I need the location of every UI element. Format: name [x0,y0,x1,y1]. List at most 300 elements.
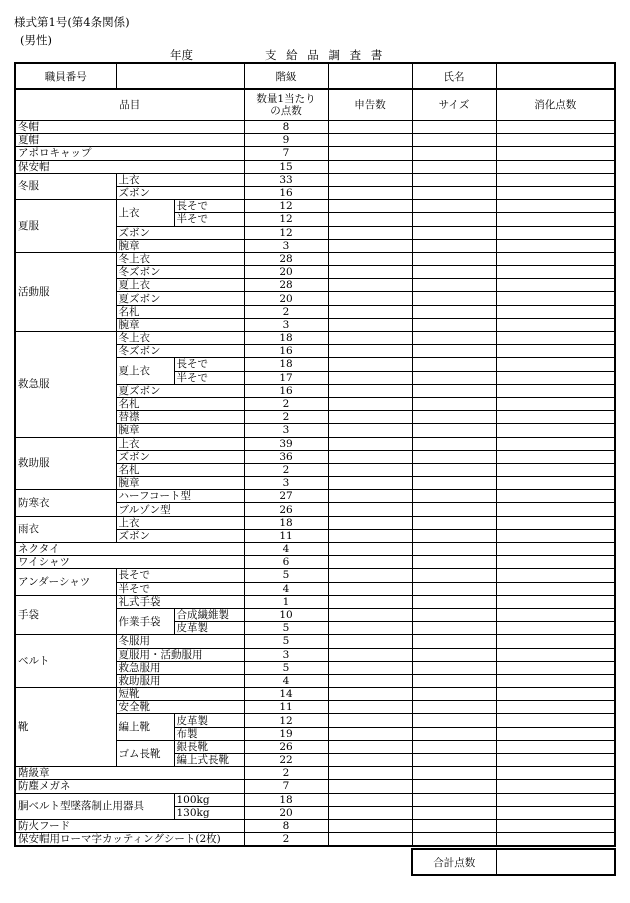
size-cell[interactable] [412,318,496,331]
points-cell: 2 [244,833,328,847]
size-cell[interactable] [412,266,496,279]
consumed-points-cell[interactable] [496,714,615,727]
points-cell: 26 [244,503,328,516]
declared-count-cell[interactable] [328,727,412,740]
size-cell[interactable] [412,556,496,569]
item-name-cell: アポロキャップ [15,147,244,160]
consumed-points-cell[interactable] [496,608,615,621]
size-cell[interactable] [412,793,496,806]
table-header [15,89,615,121]
points-cell: 18 [244,516,328,529]
table-row [15,819,615,832]
points-cell: 17 [244,371,328,384]
declared-count-cell[interactable] [328,622,412,635]
points-cell: 20 [244,266,328,279]
item-name-cell: 靴 [15,688,116,767]
consumed-points-cell[interactable] [496,740,615,753]
points-cell: 3 [244,477,328,490]
item-name-cell: 短靴 [116,688,244,701]
declared-count-cell[interactable] [328,371,412,384]
item-name-cell: ベルト [15,635,116,688]
consumed-points-cell[interactable] [496,819,615,832]
item-name-cell: 名札 [116,397,244,410]
item-name-cell: ワイシャツ [15,556,244,569]
consumed-points-cell[interactable] [496,332,615,345]
points-cell: 28 [244,279,328,292]
table-row [15,252,615,265]
consumed-points-cell[interactable] [496,477,615,490]
consumed-points-cell[interactable] [496,384,615,397]
table-row [15,635,615,648]
points-cell: 20 [244,806,328,819]
table-row [15,134,615,147]
size-cell[interactable] [412,147,496,160]
item-name-cell: 編上式長靴 [174,754,244,767]
item-name-cell: 階級章 [15,767,244,780]
item-name-cell: 腕章 [116,424,244,437]
size-cell[interactable] [412,332,496,345]
rank-label: 階級 [244,63,328,89]
consumed-points-cell[interactable] [496,186,615,199]
declared-count-cell[interactable] [328,688,412,701]
item-name-cell: 保安帽用ローマ字カッティングシート(2枚) [15,833,244,847]
item-name-cell: 合成繊維製 [174,608,244,621]
consumed-points-cell[interactable] [496,305,615,318]
consumed-points-cell[interactable] [496,490,615,503]
size-cell[interactable] [412,279,496,292]
table-row [15,688,615,701]
size-cell[interactable] [412,200,496,213]
declared-count-cell[interactable] [328,516,412,529]
declared-count-cell[interactable] [328,134,412,147]
item-name-cell: 上衣 [116,516,244,529]
item-name-cell: ズボン [116,186,244,199]
consumed-points-cell[interactable] [496,213,615,226]
declared-count-cell[interactable] [328,674,412,687]
page-title: 支 給 品 調 査 書 [265,48,386,62]
item-name-cell: 胴ベルト型墜落制止用器具 [15,793,174,819]
item-name-cell: アンダーシャツ [15,569,116,595]
rank-field[interactable] [328,63,412,89]
consumed-points-cell[interactable] [496,516,615,529]
name-label: 氏名 [412,63,496,89]
size-cell[interactable] [412,121,496,134]
declared-count-cell[interactable] [328,279,412,292]
declared-count-cell[interactable] [328,767,412,780]
points-cell: 7 [244,147,328,160]
declared-count-cell[interactable] [328,358,412,371]
points-cell: 20 [244,292,328,305]
item-name-cell: ネクタイ [15,543,244,556]
table-row [15,160,615,173]
consumed-points-cell[interactable] [496,529,615,542]
declared-count-cell[interactable] [328,806,412,819]
consumed-column-header: 消化点数 [496,89,615,121]
size-cell[interactable] [412,582,496,595]
consumed-points-cell[interactable] [496,266,615,279]
points-cell: 7 [244,780,328,793]
declared-count-cell[interactable] [328,266,412,279]
size-cell[interactable] [412,543,496,556]
consumed-points-cell[interactable] [496,661,615,674]
points-cell: 2 [244,411,328,424]
item-name-cell: 冬上衣 [116,252,244,265]
consumed-points-cell[interactable] [496,806,615,819]
declared-count-cell[interactable] [328,503,412,516]
points-cell: 8 [244,819,328,832]
size-cell[interactable] [412,740,496,753]
consumed-points-cell[interactable] [496,411,615,424]
declared-count-cell[interactable] [328,173,412,186]
size-cell[interactable] [412,160,496,173]
size-cell[interactable] [412,661,496,674]
declared-count-cell[interactable] [328,740,412,753]
declared-count-cell[interactable] [328,226,412,239]
consumed-points-cell[interactable] [496,239,615,252]
declared-count-cell[interactable] [328,384,412,397]
table-row [15,780,615,793]
item-name-cell: 救急服用 [116,661,244,674]
consumed-points-cell[interactable] [496,767,615,780]
declared-count-cell[interactable] [328,661,412,674]
declared-count-cell[interactable] [328,490,412,503]
declared-count-cell[interactable] [328,648,412,661]
points-cell: 3 [244,318,328,331]
consumed-points-cell[interactable] [496,279,615,292]
item-name-cell: ゴム長靴 [116,740,174,766]
declared-count-cell[interactable] [328,450,412,463]
item-name-cell: 銀長靴 [174,740,244,753]
points-cell: 5 [244,635,328,648]
points-column-header [244,89,328,121]
points-cell: 12 [244,200,328,213]
declared-count-cell[interactable] [328,411,412,424]
size-cell[interactable] [412,173,496,186]
points-cell: 16 [244,186,328,199]
declared-count-cell[interactable] [328,608,412,621]
total-points-label: 合計点数 [412,849,496,875]
points-cell: 12 [244,213,328,226]
declared-count-cell[interactable] [328,437,412,450]
points-cell: 36 [244,450,328,463]
item-name-cell: 夏服用・活動服用 [116,648,244,661]
consumed-points-cell[interactable] [496,147,615,160]
size-cell[interactable] [412,767,496,780]
size-cell[interactable] [412,450,496,463]
size-cell[interactable] [412,635,496,648]
declared-count-cell[interactable] [328,397,412,410]
size-cell[interactable] [412,503,496,516]
item-name-cell: 半そで [174,371,244,384]
item-name-cell: 冬服用 [116,635,244,648]
item-name-cell: 冬ズボン [116,345,244,358]
consumed-points-cell[interactable] [496,688,615,701]
declared-count-cell[interactable] [328,200,412,213]
points-cell: 27 [244,490,328,503]
size-cell[interactable] [412,463,496,476]
points-cell: 4 [244,582,328,595]
declared-count-cell[interactable] [328,305,412,318]
points-cell: 15 [244,160,328,173]
size-cell[interactable] [412,411,496,424]
consumed-points-cell[interactable] [496,397,615,410]
item-name-cell: 救助服用 [116,674,244,687]
points-cell: 33 [244,173,328,186]
item-column-header: 品目 [15,89,244,121]
consumed-points-cell[interactable] [496,292,615,305]
item-name-cell: ブルゾン型 [116,503,244,516]
consumed-points-cell[interactable] [496,318,615,331]
item-name-cell: 防寒衣 [15,490,116,516]
declared-count-cell[interactable] [328,345,412,358]
size-cell[interactable] [412,727,496,740]
consumed-points-cell[interactable] [496,424,615,437]
consumed-points-cell[interactable] [496,556,615,569]
size-cell[interactable] [412,819,496,832]
staff-number-field[interactable] [116,63,244,89]
size-column-header: サイズ [412,89,496,121]
item-name-cell: ズボン [116,226,244,239]
points-cell: 5 [244,569,328,582]
declared-count-cell[interactable] [328,543,412,556]
consumed-points-cell[interactable] [496,358,615,371]
item-name-cell: 上衣 [116,173,244,186]
declared-count-cell[interactable] [328,556,412,569]
item-name-cell: 夏ズボン [116,292,244,305]
size-cell[interactable] [412,358,496,371]
declared-count-cell[interactable] [328,595,412,608]
item-name-cell: 腕章 [116,239,244,252]
points-cell: 12 [244,226,328,239]
item-name-cell: 冬ズボン [116,266,244,279]
points-header-line1: 数量1当たり [256,93,316,105]
declared-count-cell[interactable] [328,424,412,437]
consumed-points-cell[interactable] [496,674,615,687]
consumed-points-cell[interactable] [496,226,615,239]
declared-count-cell[interactable] [328,186,412,199]
size-cell[interactable] [412,688,496,701]
points-cell: 10 [244,608,328,621]
size-cell[interactable] [412,648,496,661]
consumed-points-cell[interactable] [496,635,615,648]
points-cell: 16 [244,384,328,397]
size-cell[interactable] [412,239,496,252]
declared-count-cell[interactable] [328,833,412,847]
consumed-points-cell[interactable] [496,345,615,358]
consumed-points-cell[interactable] [496,727,615,740]
points-cell: 3 [244,239,328,252]
name-field[interactable] [496,63,615,89]
size-cell[interactable] [412,292,496,305]
consumed-points-cell[interactable] [496,252,615,265]
item-name-cell: 腕章 [116,477,244,490]
total-points-field[interactable] [496,849,615,875]
points-cell: 22 [244,754,328,767]
table-row [15,490,615,503]
declared-count-cell[interactable] [328,477,412,490]
table-row [15,793,615,806]
size-cell[interactable] [412,213,496,226]
declared-count-cell[interactable] [328,332,412,345]
item-name-cell: 上衣 [116,437,244,450]
consumed-points-cell[interactable] [496,622,615,635]
points-cell: 11 [244,529,328,542]
declared-count-cell[interactable] [328,569,412,582]
size-cell[interactable] [412,345,496,358]
size-cell[interactable] [412,477,496,490]
points-cell: 18 [244,332,328,345]
size-cell[interactable] [412,397,496,410]
consumed-points-cell[interactable] [496,503,615,516]
declared-count-cell[interactable] [328,714,412,727]
item-name-cell: 皮革製 [174,714,244,727]
size-cell[interactable] [412,569,496,582]
consumed-points-cell[interactable] [496,160,615,173]
consumed-points-cell[interactable] [496,595,615,608]
size-cell[interactable] [412,371,496,384]
gender-label: (男性) [20,33,52,47]
size-cell[interactable] [412,134,496,147]
size-cell[interactable] [412,754,496,767]
table-row [15,200,615,213]
points-cell: 16 [244,345,328,358]
declared-count-cell[interactable] [328,239,412,252]
consumed-points-cell[interactable] [496,754,615,767]
declared-count-cell[interactable] [328,780,412,793]
consumed-points-cell[interactable] [496,134,615,147]
consumed-points-cell[interactable] [496,780,615,793]
points-cell: 4 [244,674,328,687]
size-cell[interactable] [412,674,496,687]
consumed-points-cell[interactable] [496,173,615,186]
consumed-points-cell[interactable] [496,437,615,450]
declared-count-cell[interactable] [328,252,412,265]
consumed-points-cell[interactable] [496,793,615,806]
item-name-cell: 名札 [116,463,244,476]
points-cell: 2 [244,397,328,410]
consumed-points-cell[interactable] [496,371,615,384]
size-cell[interactable] [412,608,496,621]
points-cell: 2 [244,463,328,476]
table-row [15,437,615,450]
size-cell[interactable] [412,186,496,199]
size-cell[interactable] [412,622,496,635]
size-cell[interactable] [412,806,496,819]
declared-count-cell[interactable] [328,582,412,595]
declared-count-cell[interactable] [328,463,412,476]
size-cell[interactable] [412,833,496,847]
points-cell: 9 [244,134,328,147]
item-name-cell: 夏帽 [15,134,244,147]
consumed-points-cell[interactable] [496,648,615,661]
item-name-cell: 名札 [116,305,244,318]
size-cell[interactable] [412,595,496,608]
points-cell: 5 [244,661,328,674]
item-name-cell: 冬帽 [15,121,244,134]
item-name-cell: ハーフコート型 [116,490,244,503]
declared-count-cell[interactable] [328,529,412,542]
staff-number-label: 職員番号 [15,63,116,89]
size-cell[interactable] [412,305,496,318]
declared-count-cell[interactable] [328,701,412,714]
item-name-cell: 作業手袋 [116,608,174,634]
consumed-points-cell[interactable] [496,569,615,582]
item-name-cell: 活動服 [15,252,116,331]
consumed-points-cell[interactable] [496,543,615,556]
points-cell: 12 [244,714,328,727]
item-name-cell: ズボン [116,529,244,542]
declared-count-cell[interactable] [328,292,412,305]
fiscal-year-label: 年度 [170,48,193,62]
item-name-cell: 皮革製 [174,622,244,635]
size-cell[interactable] [412,516,496,529]
consumed-points-cell[interactable] [496,833,615,847]
declared-count-cell[interactable] [328,147,412,160]
table-row [15,833,615,847]
item-name-cell: 腕章 [116,318,244,331]
consumed-points-cell[interactable] [496,582,615,595]
size-cell[interactable] [412,252,496,265]
size-cell[interactable] [412,780,496,793]
size-cell[interactable] [412,529,496,542]
points-cell: 14 [244,688,328,701]
size-cell[interactable] [412,714,496,727]
item-name-cell: 夏上衣 [116,279,244,292]
declared-count-cell[interactable] [328,318,412,331]
points-cell: 1 [244,595,328,608]
size-cell[interactable] [412,384,496,397]
declared-count-cell[interactable] [328,754,412,767]
declared-count-cell[interactable] [328,819,412,832]
consumed-points-cell[interactable] [496,450,615,463]
declared-count-cell[interactable] [328,213,412,226]
item-name-cell: 防火フード [15,819,244,832]
item-name-cell: 100kg [174,793,244,806]
size-cell[interactable] [412,701,496,714]
declared-count-cell[interactable] [328,635,412,648]
size-cell[interactable] [412,437,496,450]
size-cell[interactable] [412,490,496,503]
points-cell: 18 [244,793,328,806]
form-number: 様式第1号(第4条関係) [14,15,130,29]
consumed-points-cell[interactable] [496,701,615,714]
item-name-cell: 保安帽 [15,160,244,173]
total-table [411,848,616,876]
consumed-points-cell[interactable] [496,463,615,476]
item-name-cell: 礼式手袋 [116,595,244,608]
consumed-points-cell[interactable] [496,200,615,213]
size-cell[interactable] [412,226,496,239]
item-name-cell: 上衣 [116,200,174,226]
declared-count-cell[interactable] [328,160,412,173]
points-cell: 6 [244,556,328,569]
item-name-cell: 手袋 [15,595,116,635]
points-cell: 2 [244,305,328,318]
declared-column-header: 申告数 [328,89,412,121]
size-cell[interactable] [412,424,496,437]
table-row [15,121,615,134]
declared-count-cell[interactable] [328,793,412,806]
item-name-cell: 安全靴 [116,701,244,714]
table-row [15,767,615,780]
points-cell: 39 [244,437,328,450]
points-header-line2: の点数 [270,105,302,117]
item-name-cell: 救助服 [15,437,116,490]
declared-count-cell[interactable] [328,121,412,134]
consumed-points-cell[interactable] [496,121,615,134]
item-name-cell: 長そで [174,200,244,213]
points-cell: 3 [244,424,328,437]
